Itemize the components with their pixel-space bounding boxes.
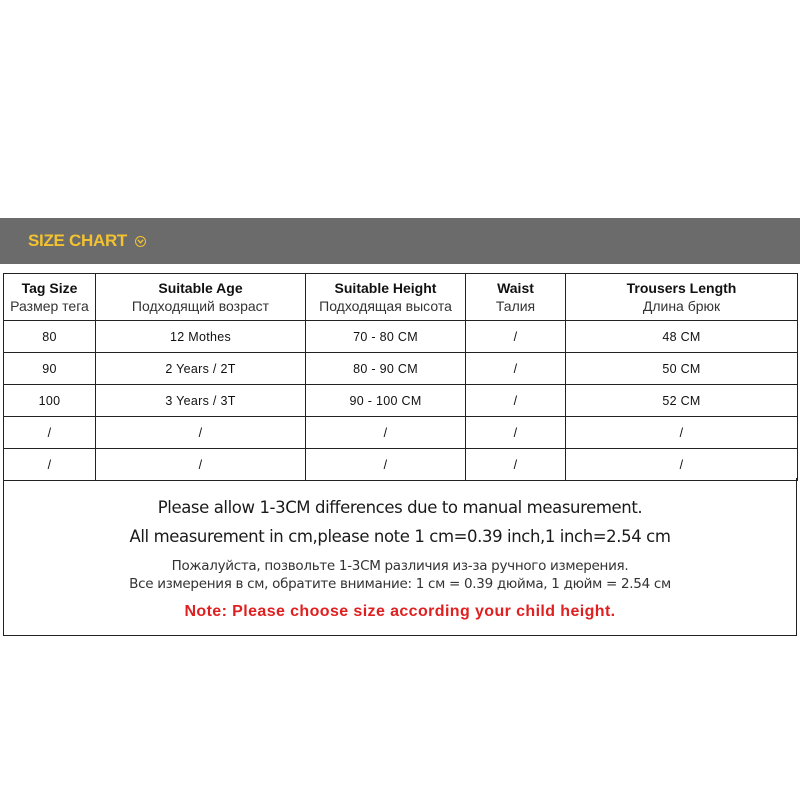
header-label: Trousers Length	[626, 280, 737, 296]
note-choose-size: Note: Please choose size according your child height.	[184, 603, 616, 620]
table-row	[4, 385, 798, 417]
cell-trousers-length: 48 CM	[566, 321, 798, 353]
cell-height: /	[306, 449, 466, 481]
table-row	[4, 353, 798, 385]
banner-title: SIZE CHART	[28, 231, 128, 250]
table-row	[4, 449, 798, 481]
cell-age: 12 Mothes	[96, 321, 306, 353]
note-units-ru: Все измерения в см, обратите внимание: 1 см = 0.39 дюйма, 1 дюйм = 2.54 см	[129, 576, 671, 592]
cell-age: /	[96, 417, 306, 449]
cell-trousers-length: 52 CM	[566, 385, 798, 417]
header-label-ru: Талия	[495, 298, 536, 314]
header-label-ru: Подходящая высота	[319, 298, 452, 314]
cell-trousers-length: 50 CM	[566, 353, 798, 385]
cell-height: /	[306, 417, 466, 449]
cell-height: 90 - 100 CM	[306, 385, 466, 417]
cell-tag-size: 100	[4, 385, 96, 417]
header-suitable-age	[96, 274, 306, 321]
note-allowance: Please allow 1-3CM differences due to manual measurement.	[157, 498, 643, 517]
header-label: Waist	[497, 280, 534, 296]
cell-tag-size: /	[4, 449, 96, 481]
cell-height: 80 - 90 CM	[306, 353, 466, 385]
cell-waist: /	[466, 353, 566, 385]
cell-age: 2 Years / 2T	[96, 353, 306, 385]
size-table	[3, 273, 798, 481]
header-label-ru: Размер тега	[10, 298, 89, 314]
cell-tag-size: 80	[4, 321, 96, 353]
cell-age: /	[96, 449, 306, 481]
cell-trousers-length: /	[566, 449, 798, 481]
chevron-down-circle-icon	[135, 236, 146, 247]
measurement-notes	[3, 478, 797, 636]
header-label-ru: Длина брюк	[642, 298, 721, 314]
header-label: Tag Size	[21, 280, 78, 296]
note-units: All measurement in cm,please note 1 cm=0.39 inch,1 inch=2.54 cm	[129, 527, 671, 546]
header-tag-size	[4, 274, 96, 321]
header-label: Suitable Age	[158, 280, 243, 296]
note-allowance-ru: Пожалуйста, позвольте 1-3CM различия из-за ручного измерения.	[171, 558, 629, 574]
header-trousers-length	[566, 274, 798, 321]
size-chart-banner	[0, 218, 800, 264]
header-label-ru: Подходящий возраст	[131, 298, 270, 314]
cell-waist: /	[466, 449, 566, 481]
header-waist	[466, 274, 566, 321]
table-row	[4, 417, 798, 449]
cell-waist: /	[466, 385, 566, 417]
header-label: Suitable Height	[334, 280, 437, 296]
cell-height: 70 - 80 CM	[306, 321, 466, 353]
cell-tag-size: /	[4, 417, 96, 449]
cell-waist: /	[466, 417, 566, 449]
cell-waist: /	[466, 321, 566, 353]
cell-trousers-length: /	[566, 417, 798, 449]
cell-tag-size: 90	[4, 353, 96, 385]
table-row	[4, 321, 798, 353]
table-header-row	[4, 274, 798, 321]
cell-age: 3 Years / 3T	[96, 385, 306, 417]
header-suitable-height	[306, 274, 466, 321]
